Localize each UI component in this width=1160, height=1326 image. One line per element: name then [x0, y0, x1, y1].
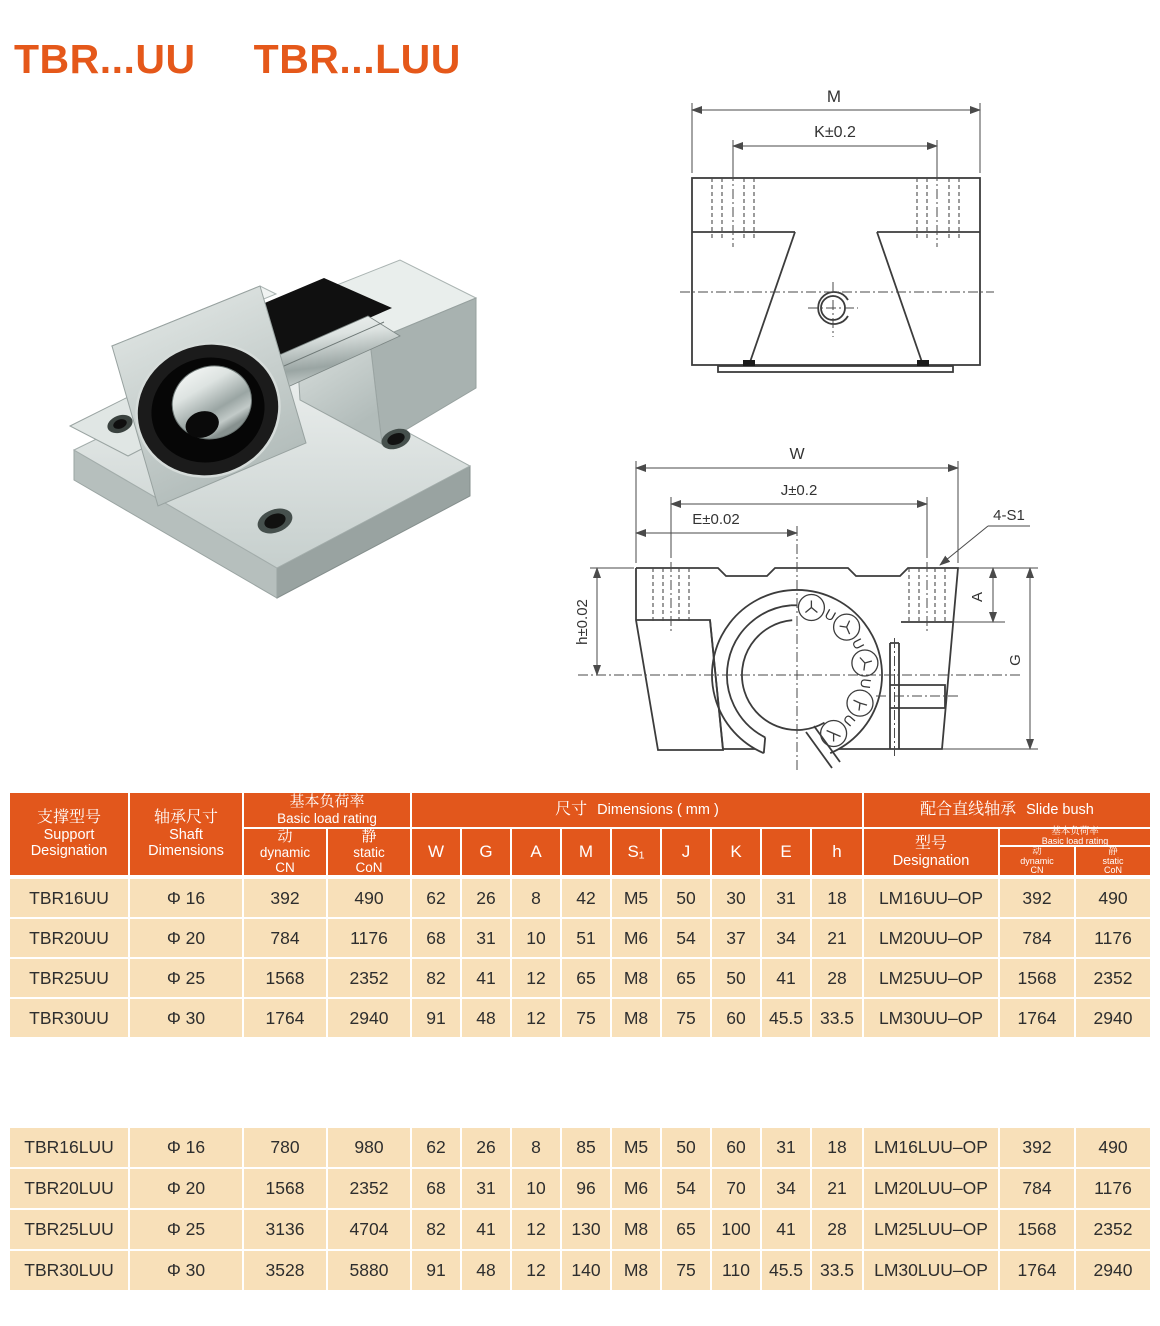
cell-s1: M5	[612, 879, 660, 917]
cell-cn: 392	[244, 879, 326, 917]
bush-load-zh: 基本负荷率	[1051, 826, 1099, 838]
cell-bush-con: 490	[1076, 1128, 1150, 1167]
cell-bush: LM20UU–OP	[864, 919, 998, 957]
dim-M-label: M	[826, 87, 842, 106]
cell-e: 31	[762, 1128, 810, 1167]
callout-4-S1-label: 4-S1	[993, 507, 1025, 524]
bush-dynamic-en: dynamic	[1020, 855, 1054, 866]
cell-a: 12	[512, 1210, 560, 1249]
svg-text:U: U	[822, 605, 839, 625]
slide-en: Slide bush	[1026, 801, 1094, 818]
cell-bush-con: 2352	[1076, 1210, 1150, 1249]
cell-designation: TBR20UU	[10, 919, 128, 957]
product-photo	[62, 238, 486, 609]
group-header-dimensions	[412, 793, 862, 827]
spec-table-uu	[10, 793, 1150, 1037]
cell-w: 82	[412, 959, 460, 997]
cell-h: 28	[812, 1210, 862, 1249]
pillow-block-illustration	[62, 238, 486, 604]
cell-k: 50	[712, 959, 760, 997]
col-header-bush-dynamic	[1000, 847, 1074, 875]
cell-s1: M6	[612, 919, 660, 957]
cell-shaft: Φ 30	[130, 1251, 242, 1290]
col-header-M: M	[562, 829, 610, 875]
cell-e: 34	[762, 919, 810, 957]
cell-g: 26	[462, 1128, 510, 1167]
cell-con: 2940	[328, 999, 410, 1037]
load-zh: 基本负荷率	[289, 793, 365, 811]
cell-s1: M8	[612, 1251, 660, 1290]
table-row	[10, 1210, 1150, 1249]
cell-e: 31	[762, 879, 810, 917]
cell-h: 18	[812, 1128, 862, 1167]
col-header-G: G	[462, 829, 510, 875]
group-header-bush-load-rating	[1000, 826, 1150, 847]
bush-load-en: Basic load rating	[1041, 836, 1109, 847]
cell-h: 33.5	[812, 999, 862, 1037]
cell-con: 2352	[328, 959, 410, 997]
cell-shaft: Φ 25	[130, 959, 242, 997]
cell-bush-con: 490	[1076, 879, 1150, 917]
table-row	[10, 879, 1150, 917]
cell-con: 980	[328, 1128, 410, 1167]
cell-bush-cn: 392	[1000, 1128, 1074, 1167]
cell-bush: LM16UU–OP	[864, 879, 998, 917]
cell-k: 110	[712, 1251, 760, 1290]
cell-g: 26	[462, 879, 510, 917]
cell-cn: 3528	[244, 1251, 326, 1290]
cell-m: 75	[562, 999, 610, 1037]
cell-j: 75	[662, 999, 710, 1037]
dynamic-zh: 动	[277, 827, 293, 845]
load-en: Basic load rating	[277, 810, 377, 826]
cell-m: 130	[562, 1210, 610, 1249]
cell-con: 4704	[328, 1210, 410, 1249]
dim-G-label: G	[1007, 654, 1024, 666]
page-title	[14, 36, 461, 83]
cell-m: 85	[562, 1128, 610, 1167]
svg-text:U: U	[857, 677, 875, 690]
table-row	[10, 919, 1150, 957]
bush-dynamic-zh: 动	[1032, 845, 1042, 857]
cell-bush-cn: 1568	[1000, 959, 1074, 997]
cell-g: 41	[462, 1210, 510, 1249]
cell-j: 65	[662, 1210, 710, 1249]
col-header-W: W	[412, 829, 460, 875]
cell-s1: M8	[612, 999, 660, 1037]
col-header-K: K	[712, 829, 760, 875]
cell-k: 37	[712, 919, 760, 957]
cell-shaft: Φ 20	[130, 1169, 242, 1208]
cell-shaft: Φ 25	[130, 1210, 242, 1249]
cell-cn: 1568	[244, 959, 326, 997]
col-header-bush-static	[1076, 847, 1150, 875]
col-header-bush-designation	[864, 829, 998, 875]
cell-bush: LM30UU–OP	[864, 999, 998, 1037]
cell-con: 5880	[328, 1251, 410, 1290]
desig-en: Designation	[892, 852, 970, 869]
mount-holes-hidden	[712, 171, 959, 247]
col-header-support	[10, 793, 128, 875]
cell-g: 41	[462, 959, 510, 997]
cell-h: 18	[812, 879, 862, 917]
front-view-svg	[672, 85, 1002, 385]
end-view-svg	[568, 438, 1148, 793]
callout-4-S1	[940, 507, 1030, 565]
cell-designation: TBR25UU	[10, 959, 128, 997]
cell-bush-cn: 784	[1000, 919, 1074, 957]
group-header-slide-bush	[864, 793, 1150, 827]
table-header	[10, 793, 1150, 875]
cell-designation: TBR16LUU	[10, 1128, 128, 1167]
slide-zh: 配合直线轴承	[920, 801, 1017, 819]
table-row	[10, 999, 1150, 1037]
cell-k: 30	[712, 879, 760, 917]
cell-bush: LM30LUU–OP	[864, 1251, 998, 1290]
cell-g: 31	[462, 1169, 510, 1208]
shaft-zh: 轴承尺寸	[153, 808, 218, 826]
dynamic-en: dynamic	[259, 845, 311, 861]
cell-j: 54	[662, 919, 710, 957]
cell-j: 75	[662, 1251, 710, 1290]
cell-s1: M8	[612, 1210, 660, 1249]
cell-m: 42	[562, 879, 610, 917]
cell-g: 48	[462, 999, 510, 1037]
dims-zh: 尺寸	[555, 801, 588, 819]
static-en: static	[353, 845, 385, 861]
static-zh: 静	[361, 827, 377, 845]
cell-cn: 3136	[244, 1210, 326, 1249]
cell-a: 8	[512, 1128, 560, 1167]
cell-w: 68	[412, 1169, 460, 1208]
cell-designation: TBR20LUU	[10, 1169, 128, 1208]
col-header-shaft	[130, 793, 242, 875]
cell-e: 34	[762, 1169, 810, 1208]
cell-bush-con: 2352	[1076, 959, 1150, 997]
cell-cn: 1568	[244, 1169, 326, 1208]
dim-K	[733, 124, 937, 175]
mount-holes-hidden	[653, 562, 945, 634]
cell-con: 1176	[328, 919, 410, 957]
cell-h: 21	[812, 919, 862, 957]
oil-hole	[808, 282, 858, 337]
cell-bush-con: 2940	[1076, 1251, 1150, 1290]
cell-cn: 780	[244, 1128, 326, 1167]
cell-w: 62	[412, 1128, 460, 1167]
cell-j: 50	[662, 1128, 710, 1167]
cell-a: 12	[512, 999, 560, 1037]
bush-static-unit: CoN	[1103, 864, 1122, 875]
cell-designation: TBR25LUU	[10, 1210, 128, 1249]
table-row	[10, 1251, 1150, 1290]
cell-designation: TBR30LUU	[10, 1251, 128, 1290]
cell-cn: 1764	[244, 999, 326, 1037]
cell-e: 45.5	[762, 1251, 810, 1290]
cell-j: 65	[662, 959, 710, 997]
cell-bush: LM16LUU–OP	[864, 1128, 998, 1167]
dim-E	[636, 511, 797, 533]
cell-m: 51	[562, 919, 610, 957]
cell-s1: M6	[612, 1169, 660, 1208]
cell-con: 2352	[328, 1169, 410, 1208]
dynamic-unit: CN	[275, 860, 295, 876]
cell-h: 28	[812, 959, 862, 997]
group-header-load-rating	[244, 793, 410, 827]
support-en: Support Designation	[30, 826, 108, 859]
cell-h: 33.5	[812, 1251, 862, 1290]
dim-K-label: K±0.2	[814, 124, 856, 141]
cell-k: 60	[712, 1128, 760, 1167]
dim-A	[953, 568, 1038, 622]
cell-e: 41	[762, 959, 810, 997]
cell-bush-con: 1176	[1076, 1169, 1150, 1208]
cell-w: 91	[412, 999, 460, 1037]
table-body-luu	[10, 1128, 1150, 1290]
cell-bush: LM25UU–OP	[864, 959, 998, 997]
table-row	[10, 959, 1150, 997]
cell-bush-cn: 1568	[1000, 1210, 1074, 1249]
cell-g: 48	[462, 1251, 510, 1290]
title-series-uu: TBR...UU	[14, 36, 196, 82]
cell-designation: TBR30UU	[10, 999, 128, 1037]
col-header-S1: S₁	[612, 829, 660, 875]
cell-con: 490	[328, 879, 410, 917]
bush-static-en: static	[1102, 855, 1124, 866]
cell-s1: M8	[612, 959, 660, 997]
cell-w: 62	[412, 879, 460, 917]
cell-shaft: Φ 20	[130, 919, 242, 957]
col-header-static	[328, 829, 410, 875]
static-unit: CoN	[355, 860, 383, 876]
bush-dynamic-unit: CN	[1030, 864, 1044, 875]
cell-m: 96	[562, 1169, 610, 1208]
table-row	[10, 1169, 1150, 1208]
cell-w: 91	[412, 1251, 460, 1290]
cell-shaft: Φ 30	[130, 999, 242, 1037]
table-row	[10, 1128, 1150, 1167]
col-header-E: E	[762, 829, 810, 875]
table-body-uu	[10, 879, 1150, 1037]
cell-g: 31	[462, 919, 510, 957]
cell-k: 60	[712, 999, 760, 1037]
cell-bush-cn: 1764	[1000, 999, 1074, 1037]
dim-h	[574, 568, 634, 675]
dim-W-label: W	[789, 446, 805, 463]
dim-h-label: h±0.02	[574, 599, 591, 645]
cell-bush-cn: 392	[1000, 879, 1074, 917]
cell-designation: TBR16UU	[10, 879, 128, 917]
dim-J-label: J±0.2	[780, 482, 818, 499]
cell-m: 65	[562, 959, 610, 997]
cell-w: 82	[412, 1210, 460, 1249]
cell-shaft: Φ 16	[130, 1128, 242, 1167]
cell-m: 140	[562, 1251, 610, 1290]
desig-zh: 型号	[914, 834, 947, 852]
col-header-h: h	[812, 829, 862, 875]
front-view-drawing	[672, 85, 1002, 390]
cell-bush-con: 1176	[1076, 919, 1150, 957]
cell-a: 10	[512, 919, 560, 957]
cell-bush: LM20LUU–OP	[864, 1169, 998, 1208]
col-header-J: J	[662, 829, 710, 875]
cell-a: 12	[512, 959, 560, 997]
cell-k: 70	[712, 1169, 760, 1208]
cell-shaft: Φ 16	[130, 879, 242, 917]
cell-bush-cn: 1764	[1000, 1251, 1074, 1290]
dim-E-label: E±0.02	[692, 511, 740, 528]
spec-table-luu	[10, 1128, 1150, 1290]
cell-bush-cn: 784	[1000, 1169, 1074, 1208]
svg-text:U: U	[839, 711, 859, 730]
cell-bush-con: 2940	[1076, 999, 1150, 1037]
cell-h: 21	[812, 1169, 862, 1208]
cell-a: 10	[512, 1169, 560, 1208]
cell-w: 68	[412, 919, 460, 957]
dim-A-label: A	[969, 591, 986, 603]
title-series-luu: TBR...LUU	[253, 36, 461, 82]
cell-e: 45.5	[762, 999, 810, 1037]
end-view-drawing	[568, 438, 1148, 798]
svg-text:U: U	[848, 635, 868, 652]
support-zh: 支撑型号	[36, 808, 101, 826]
cell-cn: 784	[244, 919, 326, 957]
cell-bush: LM25LUU–OP	[864, 1210, 998, 1249]
cell-a: 12	[512, 1251, 560, 1290]
col-header-dynamic	[244, 829, 326, 875]
cell-k: 100	[712, 1210, 760, 1249]
cell-a: 8	[512, 879, 560, 917]
cell-j: 54	[662, 1169, 710, 1208]
col-header-A: A	[512, 829, 560, 875]
bush-static-zh: 静	[1108, 845, 1118, 857]
shaft-en: Shaft Dimensions	[148, 826, 224, 859]
dims-en: Dimensions ( mm )	[597, 801, 719, 818]
cell-j: 50	[662, 879, 710, 917]
cell-e: 41	[762, 1210, 810, 1249]
cell-s1: M5	[612, 1128, 660, 1167]
